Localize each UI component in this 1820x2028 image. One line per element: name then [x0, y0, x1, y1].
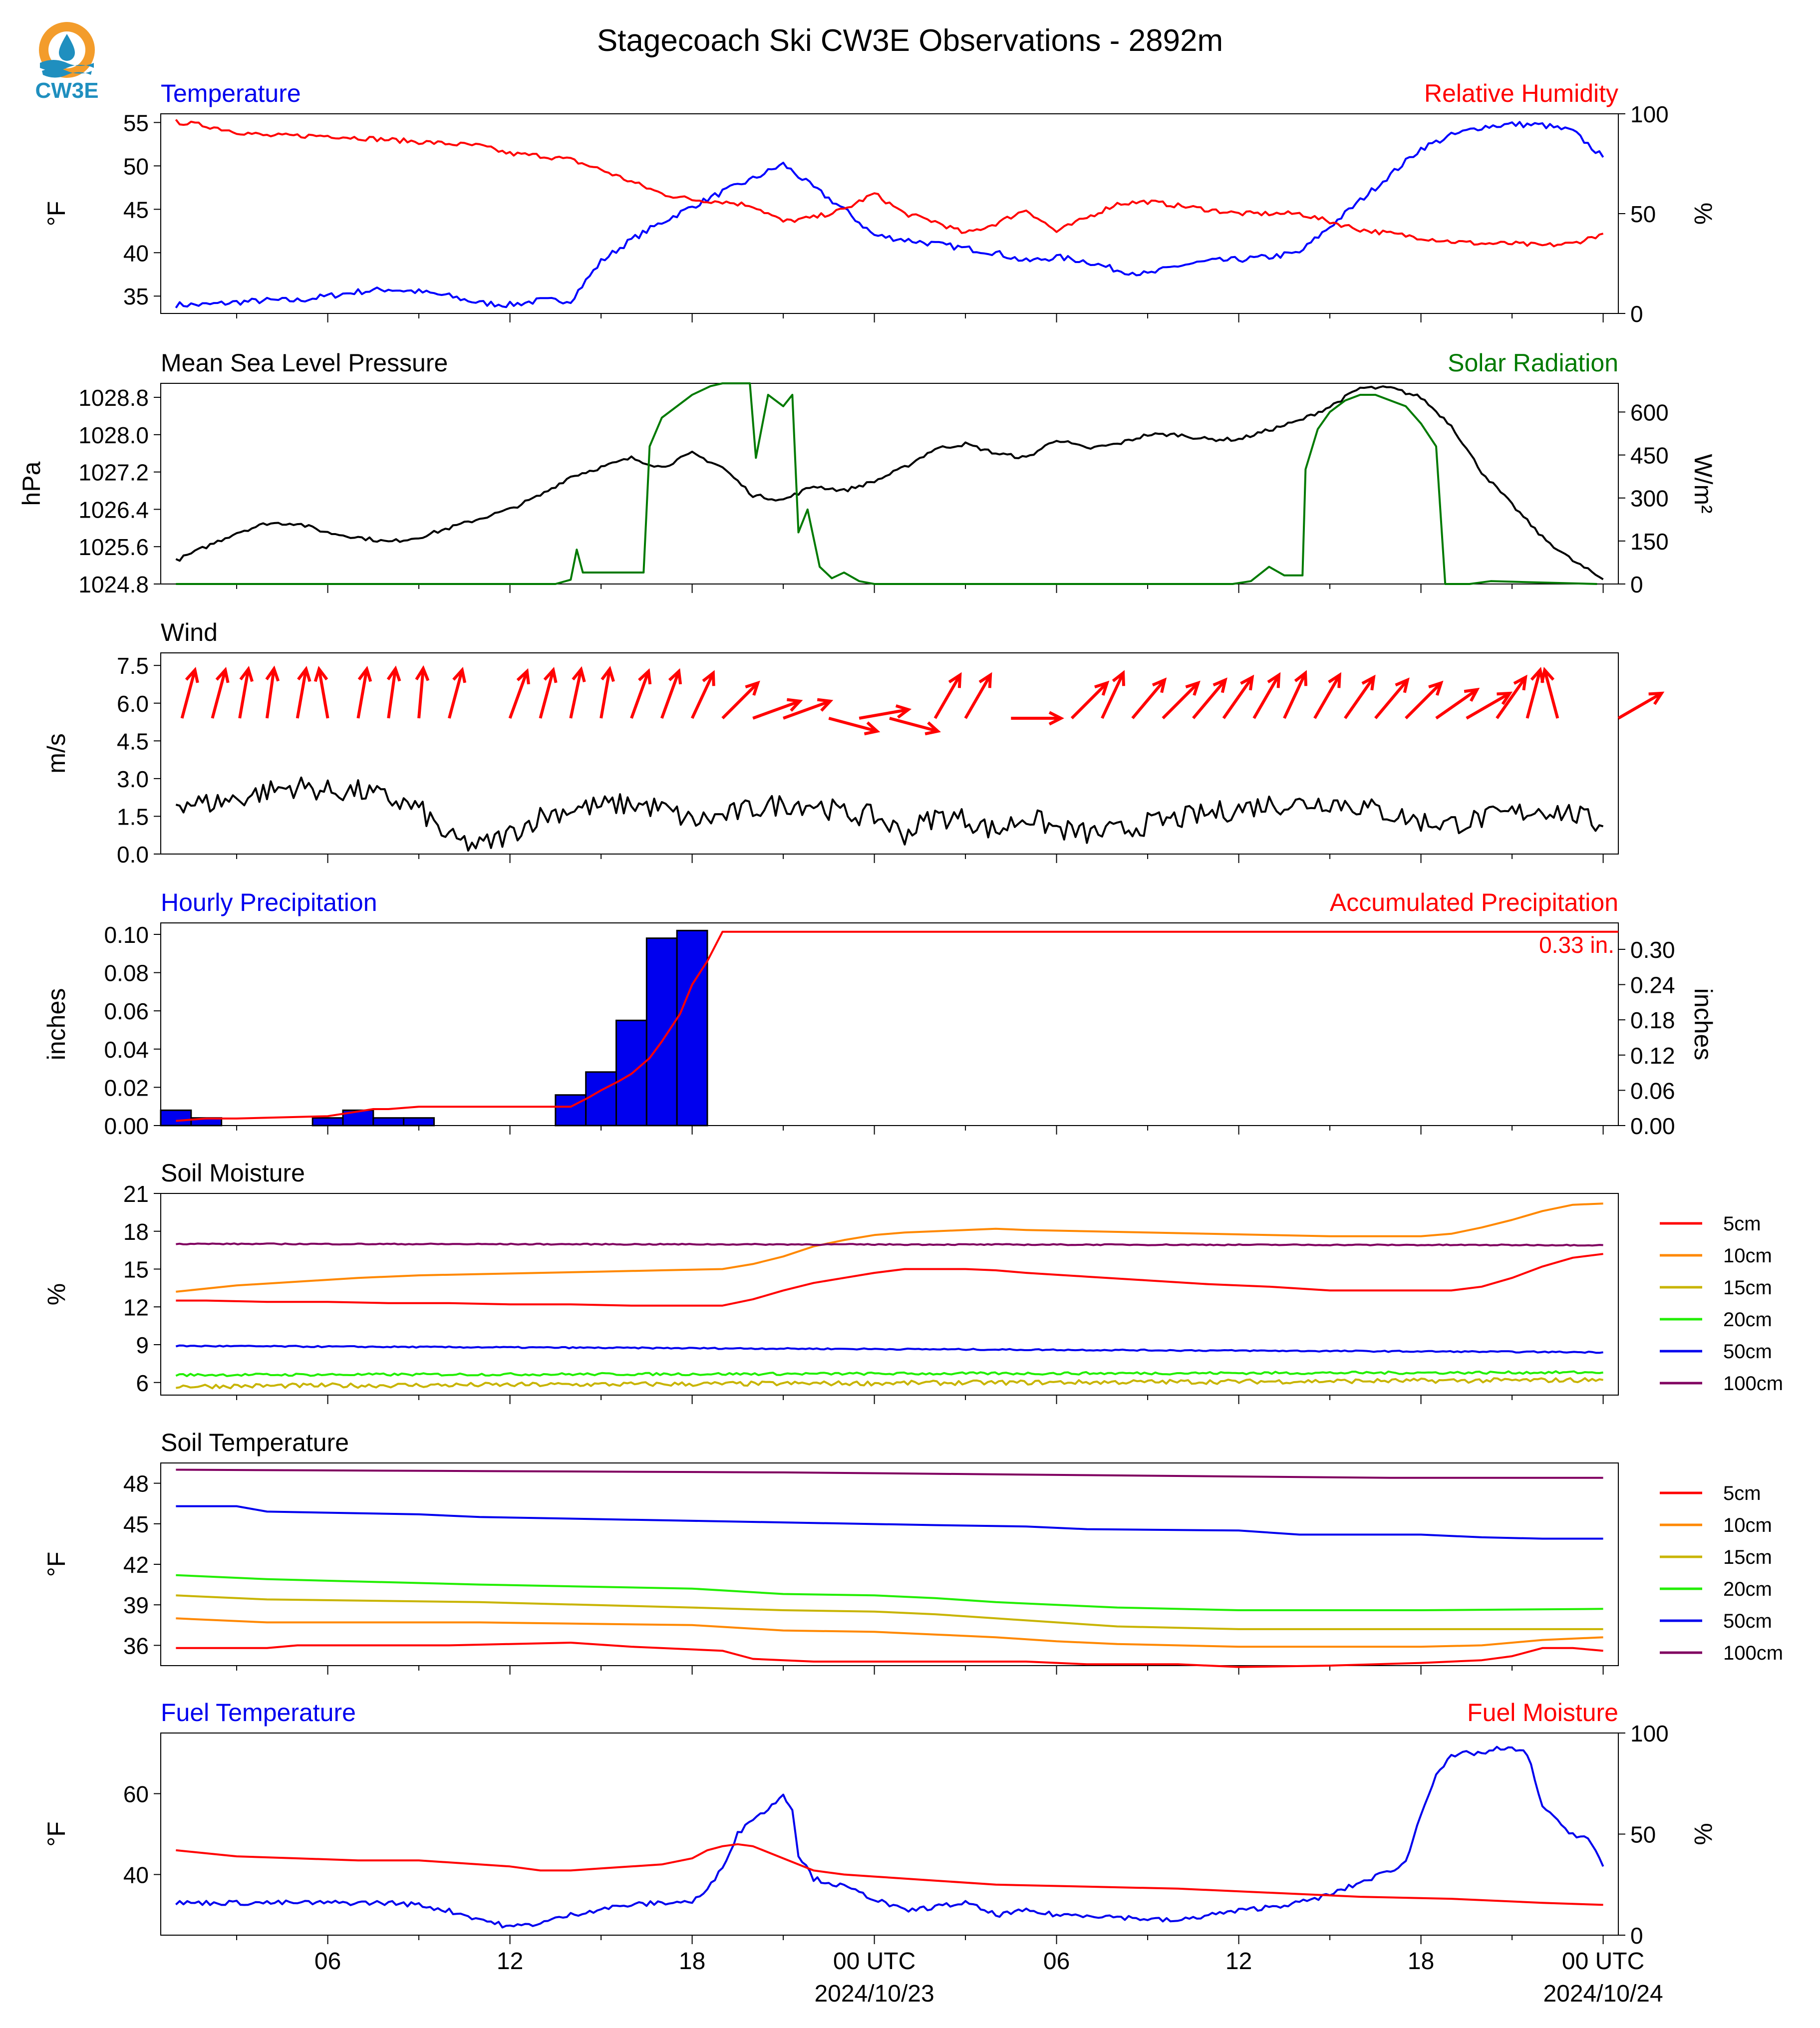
y-tick-label-right: 100 — [1630, 1721, 1669, 1746]
legend-label: 10cm — [1723, 1514, 1772, 1536]
panel-title-right: Solar Radiation — [1448, 349, 1618, 377]
y-tick-label-left: 12 — [123, 1294, 149, 1321]
y-tick-label-right: 0.06 — [1630, 1078, 1675, 1104]
y-tick-label-left: 1028.0 — [78, 422, 149, 448]
legend-label: 100cm — [1723, 1373, 1784, 1395]
cw3e-logo — [35, 22, 98, 103]
y-axis-label-left: °F — [42, 1551, 70, 1577]
y-tick-label-left: 45 — [123, 1511, 149, 1537]
y-tick-label-right: 0 — [1630, 572, 1643, 597]
y-tick-label-left: 50 — [123, 153, 149, 180]
panel-title-right: Relative Humidity — [1424, 79, 1618, 107]
y-tick-label-left: 1024.8 — [78, 572, 149, 597]
x-tick-label: 06 — [314, 1948, 341, 1975]
y-tick-label-left: 40 — [123, 1862, 149, 1888]
x-tick-label: 12 — [1225, 1948, 1252, 1975]
y-tick-label-right: 0 — [1630, 1923, 1643, 1949]
y-tick-label-left: 21 — [123, 1181, 149, 1207]
y-tick-label-left: 0.02 — [104, 1075, 149, 1101]
y-tick-label-right: 0.18 — [1630, 1007, 1675, 1034]
logo-text: CW3E — [35, 78, 99, 103]
precip-bar — [404, 1118, 434, 1126]
y-tick-label-left: 1.5 — [117, 804, 149, 830]
y-axis-label-left: hPa — [17, 461, 45, 506]
y-tick-label-left: 45 — [123, 197, 149, 223]
y-tick-label-left: 1027.2 — [78, 459, 149, 486]
y-tick-label-right: 150 — [1630, 528, 1669, 555]
x-tick-label: 00 UTC — [1561, 1948, 1645, 1975]
y-tick-label-left: 60 — [123, 1781, 149, 1807]
x-tick-label: 00 UTC — [833, 1948, 916, 1975]
y-tick-label-right: 100 — [1630, 101, 1669, 127]
y-tick-label-left: 9 — [136, 1332, 149, 1358]
y-tick-label-left: 0.06 — [104, 998, 149, 1025]
y-tick-label-left: 39 — [123, 1592, 149, 1619]
y-axis-label-left: % — [42, 1283, 70, 1306]
y-axis-label-right: % — [1689, 202, 1717, 225]
legend-label: 100cm — [1723, 1642, 1784, 1664]
y-tick-label-right: 300 — [1630, 485, 1669, 512]
y-axis-label-right: % — [1689, 1823, 1717, 1845]
y-tick-label-left: 0.04 — [104, 1036, 149, 1063]
x-tick-date: 2024/10/23 — [814, 1981, 934, 2007]
legend-label: 5cm — [1723, 1213, 1761, 1235]
y-tick-label-left: 35 — [123, 284, 149, 310]
legend-label: 10cm — [1723, 1245, 1772, 1267]
y-tick-label-right: 450 — [1630, 442, 1669, 469]
legend-label: 50cm — [1723, 1341, 1772, 1363]
precip-bar — [373, 1118, 404, 1126]
precip-bar — [161, 1110, 191, 1126]
x-tick-label: 18 — [1407, 1948, 1435, 1975]
y-tick-label-left: 42 — [123, 1552, 149, 1578]
y-tick-label-left: 18 — [123, 1218, 149, 1245]
y-tick-label-right: 0.30 — [1630, 936, 1675, 963]
y-tick-label-left: 3.0 — [117, 766, 149, 792]
y-tick-label-left: 0.08 — [104, 960, 149, 986]
chart-title: Stagecoach Ski CW3E Observations - 2892m — [597, 23, 1223, 58]
y-tick-label-left: 7.5 — [117, 653, 149, 679]
y-tick-label-right: 0.00 — [1630, 1113, 1675, 1139]
precip-bar — [646, 938, 677, 1126]
y-tick-label-right: 0.24 — [1630, 972, 1675, 998]
panel-title-left: Wind — [161, 618, 218, 646]
x-tick-label: 18 — [678, 1948, 706, 1975]
y-axis-label-left: m/s — [42, 733, 70, 774]
y-axis-label-left: inches — [42, 988, 70, 1061]
legend-label: 15cm — [1723, 1546, 1772, 1568]
y-tick-label-left: 1025.6 — [78, 534, 149, 561]
panel-title-right: Fuel Moisture — [1467, 1699, 1618, 1727]
precip-bar — [677, 930, 707, 1126]
y-tick-label-left: 48 — [123, 1470, 149, 1497]
panel-title-left: Temperature — [161, 79, 301, 107]
precip-bar — [312, 1118, 343, 1126]
panel-title-left: Soil Temperature — [161, 1429, 349, 1456]
legend-label: 20cm — [1723, 1578, 1772, 1600]
y-axis-label-left: °F — [42, 201, 70, 227]
y-tick-label-left: 4.5 — [117, 728, 149, 755]
y-tick-label-left: 1026.4 — [78, 497, 149, 523]
y-tick-label-left: 6 — [136, 1370, 149, 1396]
y-tick-label-right: 600 — [1630, 399, 1669, 426]
y-tick-label-left: 15 — [123, 1256, 149, 1283]
legend-label: 15cm — [1723, 1277, 1772, 1299]
y-tick-label-left: 36 — [123, 1633, 149, 1659]
y-axis-label-left: °F — [42, 1821, 70, 1847]
accumulated-total-label: 0.33 in. — [1539, 932, 1614, 958]
y-tick-label-left: 55 — [123, 110, 149, 136]
y-tick-label-right: 50 — [1630, 1821, 1656, 1848]
panel-title-left: Mean Sea Level Pressure — [161, 349, 448, 377]
y-tick-label-right: 0 — [1630, 301, 1643, 327]
legend-label: 20cm — [1723, 1309, 1772, 1331]
precip-bar — [586, 1072, 616, 1126]
panel-title-left: Soil Moisture — [161, 1159, 305, 1187]
y-tick-label-right: 0.12 — [1630, 1042, 1675, 1069]
y-axis-label-right: W/m² — [1689, 454, 1717, 514]
y-tick-label-left: 40 — [123, 240, 149, 267]
y-tick-label-left: 0.10 — [104, 921, 149, 948]
legend-label: 5cm — [1723, 1482, 1761, 1504]
y-tick-label-right: 50 — [1630, 201, 1656, 227]
y-tick-label-left: 6.0 — [117, 690, 149, 717]
y-tick-label-left: 1028.8 — [78, 385, 149, 411]
precip-bar — [556, 1095, 586, 1126]
panel-title-left: Hourly Precipitation — [161, 888, 377, 916]
y-tick-label-left: 0.00 — [104, 1113, 149, 1139]
x-tick-label: 12 — [496, 1948, 524, 1975]
panel-title-left: Fuel Temperature — [161, 1699, 356, 1727]
y-axis-label-right: inches — [1689, 988, 1717, 1061]
legend-label: 50cm — [1723, 1610, 1772, 1632]
x-tick-date: 2024/10/24 — [1543, 1981, 1663, 2007]
y-tick-label-left: 0.0 — [117, 842, 149, 868]
panel-title-right: Accumulated Precipitation — [1329, 888, 1618, 916]
x-tick-label: 06 — [1043, 1948, 1070, 1975]
